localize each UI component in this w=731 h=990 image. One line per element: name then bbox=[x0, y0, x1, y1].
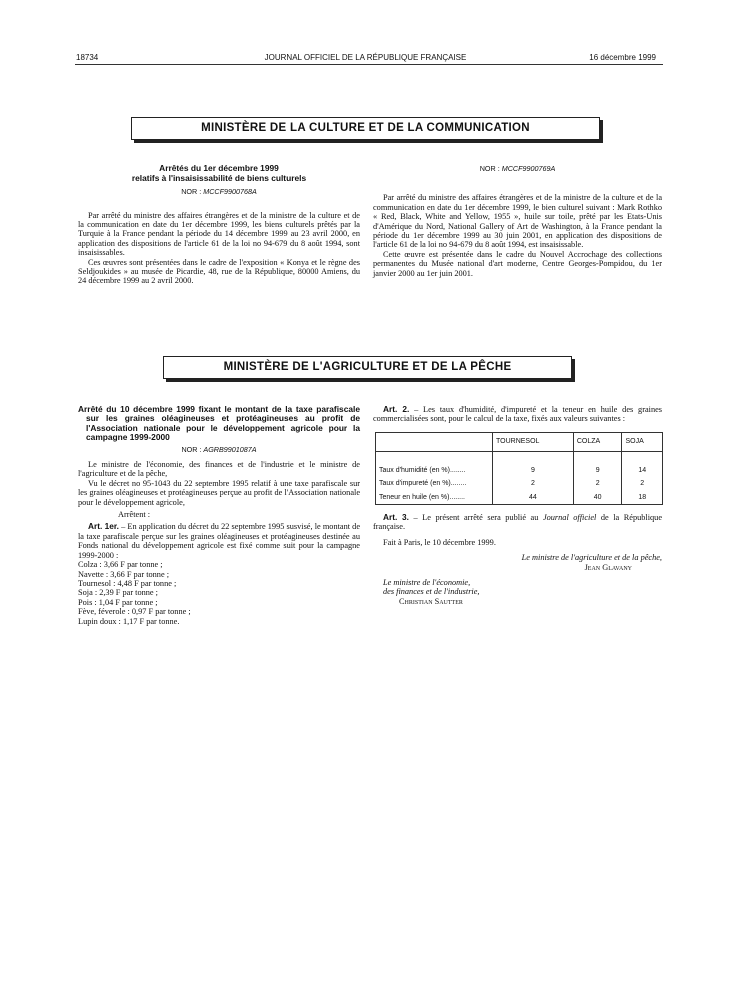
table-header-row bbox=[376, 432, 663, 451]
fait-a-paris: Fait à Paris, le 10 décembre 1999. bbox=[383, 537, 496, 547]
table-cell: 2 bbox=[493, 477, 574, 490]
table-cell: 9 bbox=[493, 451, 574, 477]
paragraph: Cette œuvre est présentée dans le cadre du Nouvel Accrochage des collections permanentes du Musée national d'art moderne, Centre Georges-Pompidou, du 1er janvier 2000 au 1er juin 2001. bbox=[373, 249, 662, 278]
arretent: Arrêtent : bbox=[118, 510, 151, 520]
signature-name: Christian Sautter bbox=[399, 596, 463, 606]
ministry-culture-heading: MINISTÈRE DE LA CULTURE ET DE LA COMMUNICATION bbox=[131, 117, 600, 140]
agriculture-left-column bbox=[78, 405, 360, 626]
list-item: Lupin doux : 1,17 F par tonne. bbox=[78, 616, 180, 626]
signature-name: Jean Glavany bbox=[584, 562, 632, 572]
paragraph: Vu le décret no 95-1043 du 22 septembre 1995 relatif à une taxe parafiscale sur les graines oléagineuses et protéagineuses perçue au profit de l'Association nationale pour le développement agricole, bbox=[78, 478, 360, 507]
nor-reference bbox=[78, 445, 360, 454]
paragraph: Ces œuvres sont présentées dans le cadre de l'exposition « Konya et le règne des Seldjoukides » au musée de Picardie, 48, rue de la République, 80000 Amiens, du 24 décembre 1999 au 2 avril 2000. bbox=[78, 257, 360, 286]
article-text: de la République française. bbox=[373, 513, 663, 532]
table-cell: 2 bbox=[573, 477, 622, 490]
list-item: Fève, féverole : 0,97 F par tonne ; bbox=[78, 607, 191, 617]
table-cell: 40 bbox=[573, 491, 622, 505]
table-cell: 14 bbox=[622, 451, 663, 477]
article-text: – En application du décret du 22 septembre 1995 susvisé, le montant de la taxe parafiscale perçue sur les graines oléagineuses et protéagineuses destinée au Fonds national du développement agricole est fixé comme suit pour la campagne 1999-2000 : bbox=[78, 522, 361, 560]
table-cell: Teneur en huile (en %)........ bbox=[376, 491, 493, 505]
paragraph: Le ministre de l'économie, des finances et de l'industrie et le ministre de l'agriculture et de la pêche, bbox=[78, 460, 360, 479]
list-item: Navette : 3,66 F par tonne ; bbox=[78, 569, 170, 579]
article-label: Art. 2. bbox=[383, 404, 410, 414]
article-1 bbox=[78, 522, 360, 560]
article-label: Art. 3. bbox=[383, 512, 409, 523]
table-row bbox=[376, 491, 663, 505]
article-2 bbox=[373, 405, 662, 424]
table-header-cell: COLZA bbox=[573, 432, 622, 451]
nor-reference bbox=[373, 164, 662, 173]
signature-agriculture bbox=[373, 553, 662, 572]
ministry-agriculture-heading: MINISTÈRE DE L'AGRICULTURE ET DE LA PÊCHE bbox=[163, 356, 572, 379]
list-item: Colza : 3,66 F par tonne ; bbox=[78, 560, 163, 570]
table-row bbox=[376, 451, 663, 477]
article-label: Art. 1er. bbox=[88, 521, 119, 532]
paragraph: Par arrêté du ministre des affaires étrangères et de la ministre de la culture et de la communication en date du 1er décembre 1999, les biens culturels prêtés par la Turquie à la France pendant la période du 14 décembre 1999 au 23 avril 2000, en application des dispositions de l'article 61 de la loi no 94-679 du 8 août 1994, sont insaisissables. bbox=[78, 210, 360, 258]
decree-title: Arrêté du 10 décembre 1999 fixant le montant de la taxe parafiscale sur les graines oléagineuses et protéagineuses au profit de l'Association nationale pour le développement agricole pour la campagne 1999-2000 bbox=[78, 404, 360, 443]
list-item: Pois : 1,04 F par tonne ; bbox=[78, 597, 158, 607]
nor-code: MCCF9900768A bbox=[203, 187, 257, 197]
culture-right-column bbox=[373, 164, 662, 278]
agriculture-right-column bbox=[373, 405, 662, 606]
nor-label: NOR : bbox=[181, 187, 204, 197]
nor-label: NOR : bbox=[479, 164, 502, 173]
signature-economy bbox=[373, 578, 662, 606]
table-header-cell bbox=[376, 432, 493, 451]
article-text: – Le présent arrêté sera publié au bbox=[408, 513, 543, 523]
decree-title bbox=[78, 164, 360, 183]
table-header-cell: TOURNESOL bbox=[493, 432, 574, 451]
table-row bbox=[376, 477, 663, 490]
table-cell: 44 bbox=[493, 491, 574, 505]
header-rule bbox=[75, 64, 663, 65]
article-text: – Les taux d'humidité, d'impureté et la teneur en huile des graines commercialisées sont, pour le calcul de la taxe, fixés aux valeurs suivantes : bbox=[373, 405, 663, 424]
rates-table bbox=[375, 432, 663, 505]
article-3 bbox=[373, 513, 662, 532]
table-cell: Taux d'impureté (en %)........ bbox=[376, 477, 493, 490]
nor-reference bbox=[78, 187, 360, 196]
signature-title: Le ministre de l'économie, bbox=[383, 578, 471, 588]
table-cell: 9 bbox=[573, 451, 622, 477]
rates-list bbox=[78, 560, 360, 626]
list-item: Tournesol : 4,48 F par tonne ; bbox=[78, 578, 177, 588]
table-header-cell: SOJA bbox=[622, 432, 663, 451]
issue-date: 16 décembre 1999 bbox=[589, 53, 656, 62]
decree-title-line1: Arrêtés du 1er décembre 1999 bbox=[159, 163, 279, 173]
nor-code: AGRB9901087A bbox=[203, 444, 257, 454]
paragraph: Par arrêté du ministre des affaires étrangères et de la ministre de la culture et de la communication en date du 1er décembre 1999, le bien culturel suivant : Mark Rothko « Red, Black, White and Yellow, 1955 », huile sur toile, prêté par les Etats-Unis d'Amérique du Nord, National Gallery of Art de Washington, à la France pendant la période du 1er décembre 1999 au 30 juin 2001, en application des dispositions de l'article 61 de la loi no 94-679 du 8 août 1994, est insaisissable. bbox=[373, 193, 662, 250]
list-item: Soja : 2,39 F par tonne ; bbox=[78, 588, 158, 598]
culture-left-column bbox=[78, 164, 360, 286]
journal-name: Journal officiel bbox=[542, 513, 597, 523]
signature-title: des finances et de l'industrie, bbox=[383, 587, 480, 597]
nor-label: NOR : bbox=[181, 444, 204, 454]
table-cell: 18 bbox=[622, 491, 663, 505]
nor-code: MCCF9900769A bbox=[501, 164, 556, 173]
journal-title: JOURNAL OFFICIEL DE LA RÉPUBLIQUE FRANÇAISE bbox=[264, 53, 467, 62]
page-number: 18734 bbox=[76, 53, 99, 62]
signature-title: Le ministre de l'agriculture et de la pêche, bbox=[521, 553, 662, 563]
decree-title-line2: relatifs à l'insaisissabilité de biens culturels bbox=[131, 172, 307, 183]
table-cell: 2 bbox=[622, 477, 663, 490]
table-cell: Taux d'humidité (en %)........ bbox=[376, 451, 493, 477]
